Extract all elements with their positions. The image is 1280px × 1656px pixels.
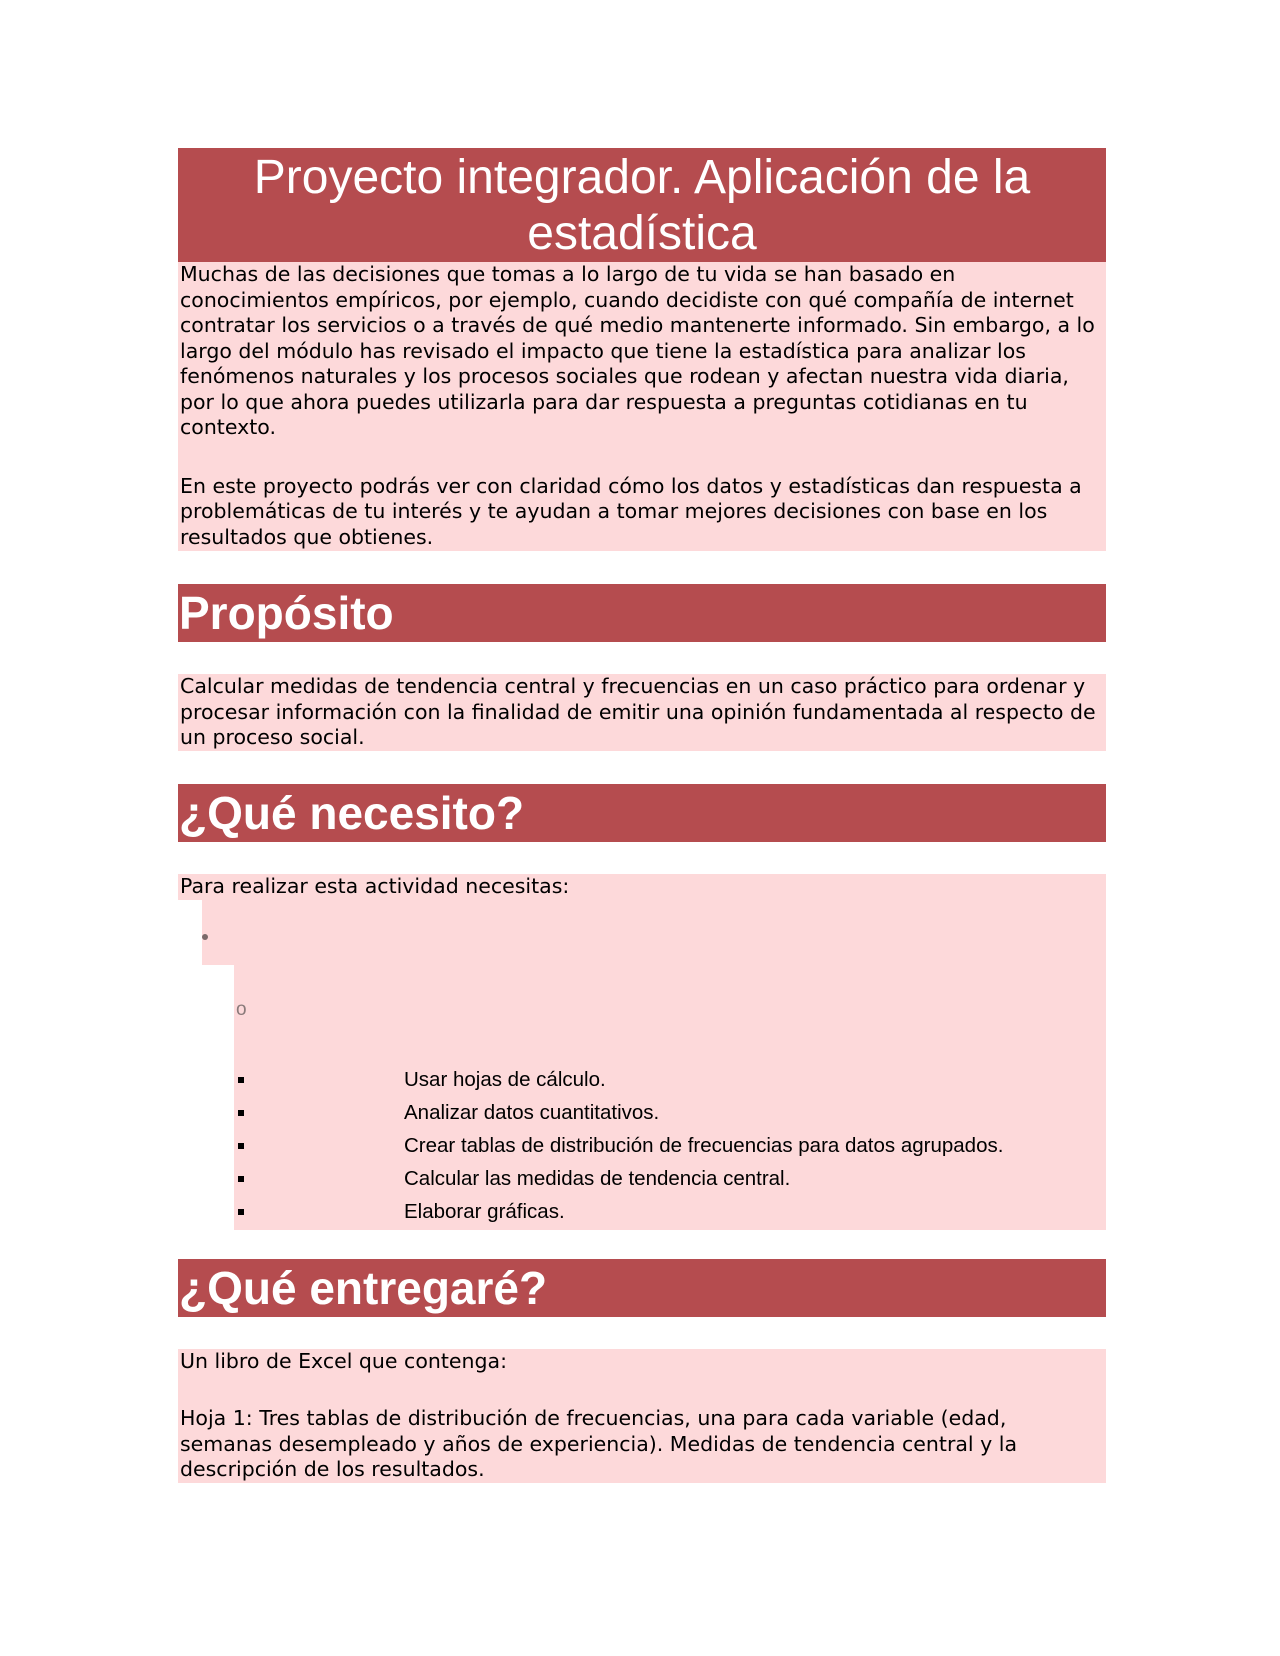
list-item <box>234 1162 1106 1195</box>
needs-list <box>234 1063 1106 1228</box>
purpose-section <box>178 674 1106 751</box>
needs-section <box>178 874 1106 1230</box>
bullet-level-2 <box>234 965 1106 1230</box>
deliverables-sheet-1: Hoja 1: Tres tablas de distribución de frecuencias, una para cada variable (edad, semanas desempleado y años de experiencia). Medidas de tendencia central y la descripción de los resultados. <box>180 1406 1018 1481</box>
list-item-text: Usar hojas de cálculo. <box>404 1067 606 1091</box>
list-item <box>234 1096 1106 1129</box>
list-item <box>234 1063 1106 1096</box>
deliverables-intro: Un libro de Excel que contenga: <box>180 1348 507 1373</box>
needs-intro: Para realizar esta actividad necesitas: <box>178 874 1106 900</box>
deliverables-section <box>178 1349 1106 1483</box>
list-item <box>234 1195 1106 1228</box>
list-item-text: Calcular las medidas de tendencia central. <box>404 1166 791 1190</box>
bullet-square-icon <box>238 1077 244 1083</box>
intro-paragraph-1: Muchas de las decisiones que tomas a lo largo de tu vida se han basado en conocimientos empíricos, por ejemplo, cuando decidiste con qué compañía de internet contratar los servicios o a través de qué medio mantenerte informado. Sin embargo, a lo largo del módulo has revisado el impacto que tiene la estadística para analizar los fenómenos naturales y los procesos sociales que rodean y afectan nuestra vida diaria, por lo que ahora puedes utilizarla para dar respuesta a preguntas cotidianas en tu contexto. <box>180 262 1095 439</box>
purpose-text: Calcular medidas de tendencia central y frecuencias en un caso práctico para ordenar y procesar información con la finalidad de emitir una opinión fundamentada al respecto de un proceso social. <box>180 674 1096 749</box>
bullet-square-icon <box>238 1209 244 1215</box>
document-page <box>178 148 1106 1483</box>
bullet-square-icon <box>238 1110 244 1116</box>
bullet-square-icon <box>238 1143 244 1149</box>
document-title: Proyecto integrador. Aplicación de la estadística <box>178 148 1106 262</box>
list-item-text: Analizar datos cuantitativos. <box>404 1100 660 1124</box>
needs-heading: ¿Qué necesito? <box>178 784 1106 842</box>
list-item-text: Elaborar gráficas. <box>404 1199 565 1223</box>
bullet-level-1 <box>202 900 1106 965</box>
list-item-text: Crear tablas de distribución de frecuencias para datos agrupados. <box>404 1133 1004 1157</box>
list-item <box>234 1129 1106 1162</box>
intro-paragraph-2: En este proyecto podrás ver con claridad cómo los datos y estadísticas dan respuesta a problemáticas de tu interés y te ayudan a tomar mejores decisiones con base en los resultados que obtienes. <box>180 473 1082 549</box>
deliverables-heading: ¿Qué entregaré? <box>178 1259 1106 1317</box>
bullet-square-icon <box>238 1176 244 1182</box>
purpose-heading: Propósito <box>178 584 1106 642</box>
bullet-dot-icon <box>202 934 208 940</box>
intro-section <box>178 262 1106 551</box>
bullet-circle-icon: o <box>236 998 247 1020</box>
